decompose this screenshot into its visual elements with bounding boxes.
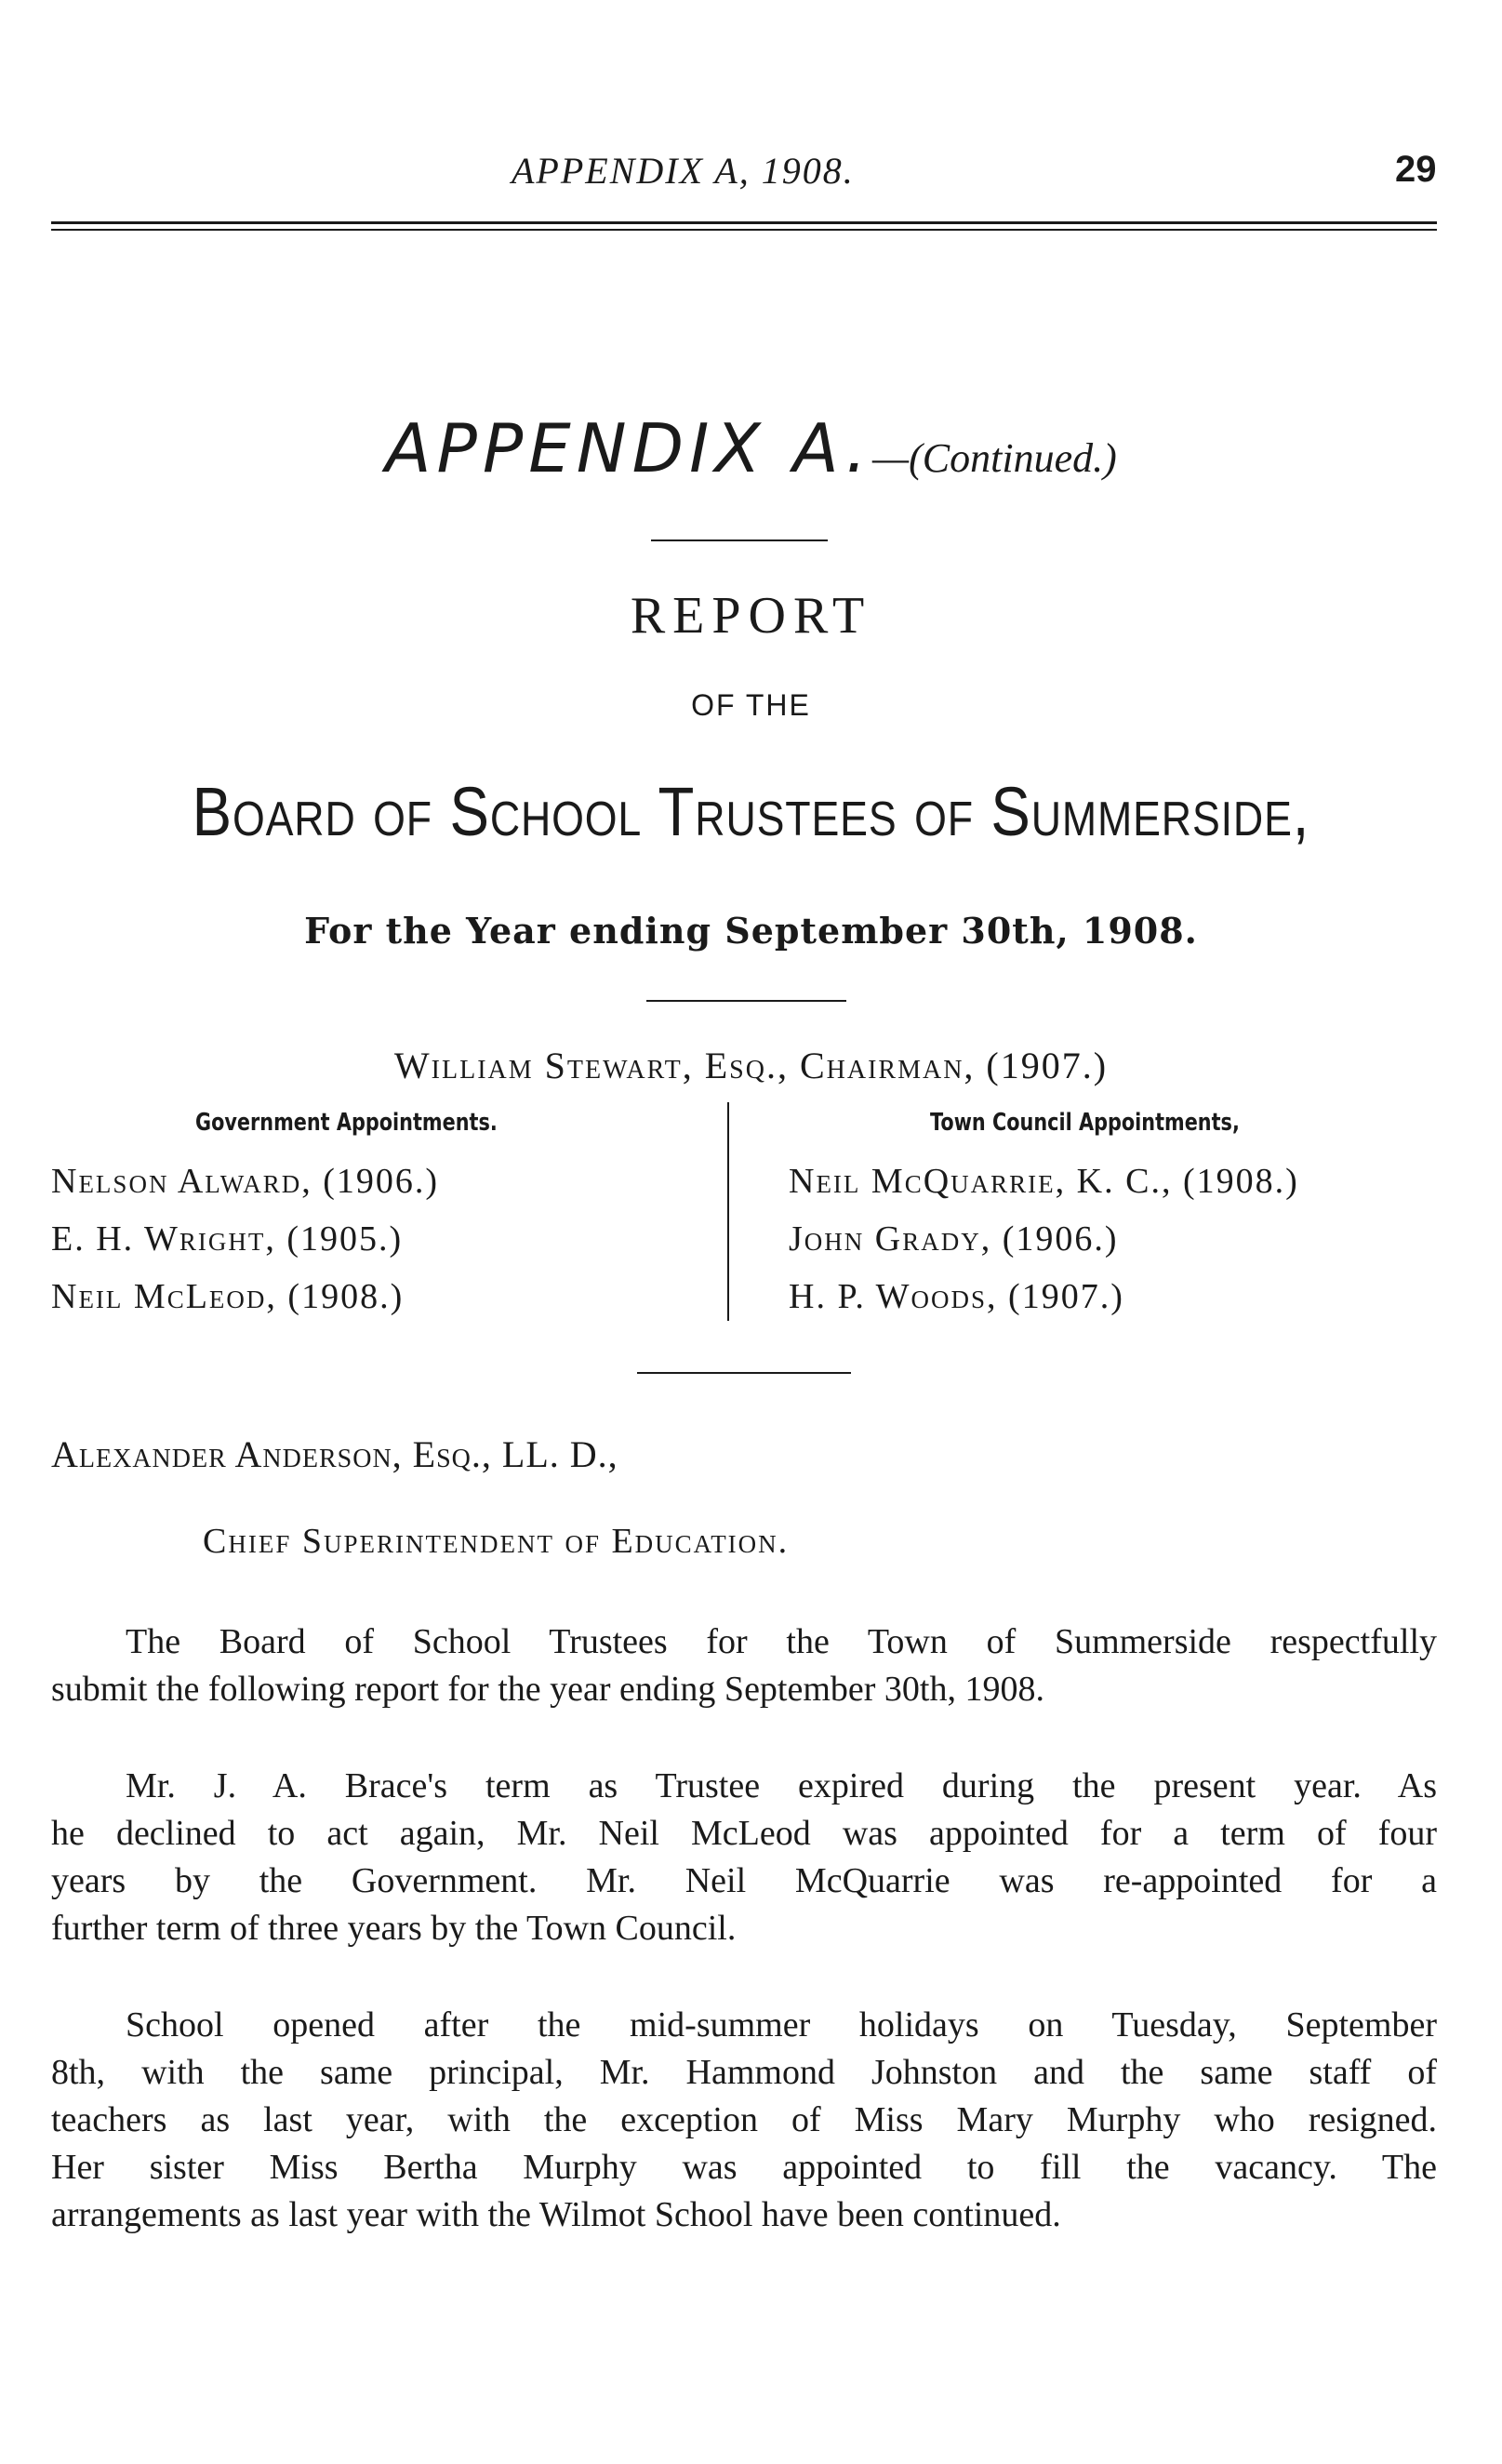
- government-member: Nelson Alward, (1906.): [51, 1162, 440, 1201]
- year-line: For the Year ending September 30th, 1908.: [304, 910, 1198, 952]
- section-divider: [637, 1372, 851, 1374]
- addressee-title: Chief Superintendent of Education.: [203, 1522, 790, 1561]
- page-number: 29: [1395, 149, 1437, 190]
- paragraph-line: further term of three years by the Town Council.: [51, 1909, 737, 1948]
- header-rule-top: [51, 221, 1437, 224]
- title-divider-2: [646, 1000, 846, 1002]
- town-council-member: Neil McQuarrie, K. C., (1908.): [789, 1162, 1299, 1201]
- paragraph-line: he declined to act again, Mr. Neil McLeod was appointed for a term of four: [51, 1814, 1437, 1853]
- paragraph-line: arrangements as last year with the Wilmot School have been continued.: [51, 2195, 1061, 2234]
- running-head: APPENDIX A, 1908.: [512, 150, 855, 192]
- government-member: Neil McLeod, (1908.): [51, 1277, 405, 1316]
- appendix-title: [0, 409, 1502, 487]
- report-title: REPORT: [630, 587, 872, 645]
- paragraph-line: submit the following report for the year ending September 30th, 1908.: [51, 1670, 1044, 1709]
- paragraph-line: years by the Government. Mr. Neil McQuarrie was re-appointed for a: [51, 1861, 1437, 1900]
- column-divider: [727, 1102, 729, 1321]
- paragraph-line: Her sister Miss Bertha Murphy was appointed to fill the vacancy. The: [51, 2148, 1437, 2187]
- addressee-name: Alexander Anderson, Esq., LL. D.,: [51, 1433, 618, 1475]
- board-title: Board of School Trustees of Summerside,: [192, 773, 1310, 850]
- government-member: E. H. Wright, (1905.): [51, 1219, 404, 1259]
- paragraph-school-opening: [51, 2002, 1437, 2239]
- government-appointments-heading: Government Appointments.: [195, 1109, 498, 1137]
- paragraph-line: 8th, with the same principal, Mr. Hammond Johnston and the same staff of: [51, 2053, 1437, 2092]
- paragraph-trustee-changes: [51, 1763, 1437, 1952]
- paragraph-line: teachers as last year, with the exception of Miss Mary Murphy who resigned.: [51, 2100, 1437, 2139]
- town-council-member: John Grady, (1906.): [789, 1219, 1119, 1259]
- title-divider-1: [651, 539, 828, 541]
- header-rule-bottom: [51, 229, 1437, 231]
- paragraph-line: Mr. J. A. Brace's term as Trustee expired during the present year. As: [126, 1766, 1437, 1805]
- paragraph-report-intro: [51, 1618, 1437, 1713]
- paragraph-line: School opened after the mid-summer holidays on Tuesday, September: [126, 2005, 1437, 2044]
- chairman-line: William Stewart, Esq., Chairman, (1907.): [393, 1045, 1109, 1086]
- town-council-appointments-heading: Town Council Appointments,: [930, 1109, 1240, 1137]
- paragraph-line: The Board of School Trustees for the Town of Summerside respectfully: [126, 1622, 1437, 1661]
- appendix-title-suffix: —(Continued.): [872, 435, 1117, 481]
- appendix-title-main: APPENDIX A.: [385, 409, 873, 487]
- of-the-label: OF THE: [691, 688, 811, 722]
- town-council-member: H. P. Woods, (1907.): [789, 1277, 1124, 1316]
